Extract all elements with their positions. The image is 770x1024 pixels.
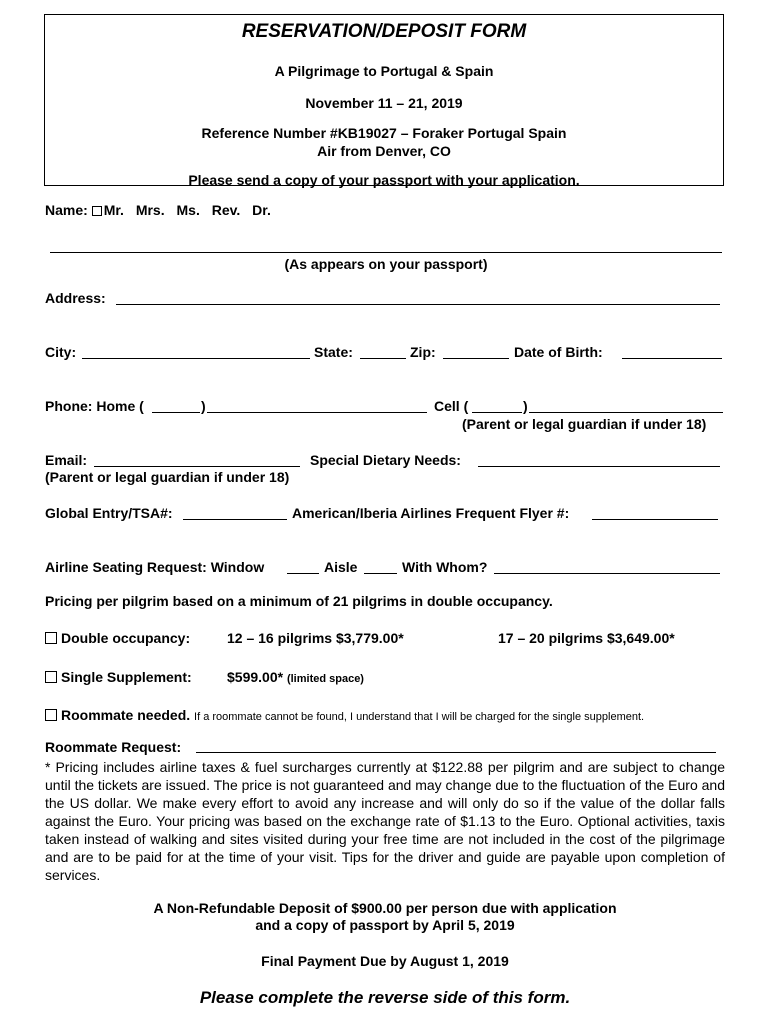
- form-title: RESERVATION/DEPOSIT FORM: [241, 21, 527, 42]
- roommate-request-field[interactable]: [196, 752, 716, 753]
- deposit-line2: and a copy of passport by April 5, 2019: [255, 917, 515, 933]
- single-supplement-label: Single Supplement:: [61, 669, 192, 685]
- title-mrs: Mrs.: [135, 202, 165, 218]
- frequent-flyer-label: American/Iberia Airlines Frequent Flyer #:: [292, 505, 570, 521]
- passport-note: Please send a copy of your passport with your application.: [188, 172, 580, 188]
- frequent-flyer-field[interactable]: [592, 519, 718, 520]
- footer-note: Please complete the reverse side of this form.: [199, 988, 571, 1007]
- phone-cell-field[interactable]: [529, 412, 723, 413]
- title-ms: Ms.: [176, 202, 200, 218]
- reference-number: Reference Number #KB19027 – Foraker Portugal Spain: [201, 125, 567, 141]
- name-label: Name:: [45, 202, 88, 218]
- roommate-needed-checkbox[interactable]: [45, 709, 57, 721]
- dietary-field[interactable]: [478, 466, 720, 467]
- roommate-needed-label: Roommate needed.: [61, 707, 191, 723]
- dob-label: Date of Birth:: [514, 344, 603, 360]
- title-mr: Mr.: [103, 202, 124, 218]
- global-entry-field[interactable]: [183, 519, 287, 520]
- passport-hint: (As appears on your passport): [284, 256, 488, 272]
- single-supplement-note: (limited space): [286, 673, 364, 685]
- city-field[interactable]: [82, 358, 310, 359]
- trip-name: A Pilgrimage to Portugal & Spain: [274, 63, 494, 79]
- single-supplement-price: $599.00*: [227, 669, 284, 685]
- dietary-label: Special Dietary Needs:: [310, 452, 461, 468]
- city-label: City:: [45, 344, 77, 360]
- name-row: [45, 202, 271, 218]
- phone-home-field[interactable]: [207, 412, 427, 413]
- single-supplement-option[interactable]: [45, 669, 192, 685]
- title-dr: Dr.: [252, 202, 271, 218]
- phone-cell-label: Cell (: [434, 398, 469, 414]
- phone-home-area-field[interactable]: [152, 412, 200, 413]
- phone-cell-paren: ): [523, 398, 528, 414]
- email-field[interactable]: [94, 466, 300, 467]
- deposit-line1: A Non-Refundable Deposit of $900.00 per person due with application: [153, 900, 617, 916]
- double-tier1-price: 12 – 16 pilgrims $3,779.00*: [227, 630, 404, 646]
- final-payment: Final Payment Due by August 1, 2019: [261, 953, 509, 969]
- air-origin: Air from Denver, CO: [317, 143, 451, 159]
- single-supplement-checkbox[interactable]: [45, 671, 57, 683]
- checkbox-mr[interactable]: [92, 206, 102, 216]
- double-occupancy-option[interactable]: [45, 630, 190, 646]
- phone-home-label: Phone: Home (: [45, 398, 144, 414]
- roommate-request-label: Roommate Request:: [45, 739, 182, 755]
- window-field[interactable]: [287, 573, 319, 574]
- roommate-needed-note: If a roommate cannot be found, I understand that I will be charged for the single supplement.: [194, 711, 645, 723]
- dob-field[interactable]: [622, 358, 722, 359]
- double-tier2-price: 17 – 20 pilgrims $3,649.00*: [498, 630, 675, 646]
- title-rev: Rev.: [211, 202, 241, 218]
- email-label: Email:: [45, 452, 88, 468]
- seating-label: Airline Seating Request: Window: [45, 559, 265, 575]
- name-field[interactable]: [50, 252, 722, 253]
- state-label: State:: [314, 344, 353, 360]
- address-label: Address:: [45, 290, 106, 306]
- header-box: [44, 14, 724, 186]
- roommate-needed-option[interactable]: [45, 707, 644, 723]
- phone-guardian-note: (Parent or legal guardian if under 18): [462, 416, 707, 432]
- state-field[interactable]: [360, 358, 406, 359]
- pricing-heading: Pricing per pilgrim based on a minimum of 21 pilgrims in double occupancy.: [45, 593, 553, 609]
- double-occupancy-checkbox[interactable]: [45, 632, 57, 644]
- phone-home-paren: ): [201, 398, 206, 414]
- aisle-field[interactable]: [364, 573, 397, 574]
- zip-label: Zip:: [410, 344, 436, 360]
- trip-dates: November 11 – 21, 2019: [305, 95, 463, 111]
- phone-cell-area-field[interactable]: [472, 412, 522, 413]
- email-guardian-note: (Parent or legal guardian if under 18): [45, 469, 290, 485]
- address-field[interactable]: [116, 304, 720, 305]
- zip-field[interactable]: [443, 358, 509, 359]
- with-whom-label: With Whom?: [402, 559, 488, 575]
- with-whom-field[interactable]: [494, 573, 720, 574]
- aisle-label: Aisle: [324, 559, 358, 575]
- double-occupancy-label: Double occupancy:: [61, 630, 191, 646]
- pricing-disclaimer: * Pricing includes airline taxes & fuel surcharges currently at $122.88 per pilgrim and are subject to change until the tickets are issued. The price is not guaranteed and may change due to the fluctuation of the Euro and the US dollar. We make every effort to avoid any increase and will only do so if the value of the dollar falls against the Euro. Your pricing was based on the exchange rate of $1.13 to the Euro. Optional activities, taxis taken instead of walking and sites visited during your free time are not included in the cost of the pilgrimage and are to be paid for at the time of your visit. Tips for the driver and guide are payable upon completion of services.: [45, 759, 725, 883]
- global-entry-label: Global Entry/TSA#:: [45, 505, 173, 521]
